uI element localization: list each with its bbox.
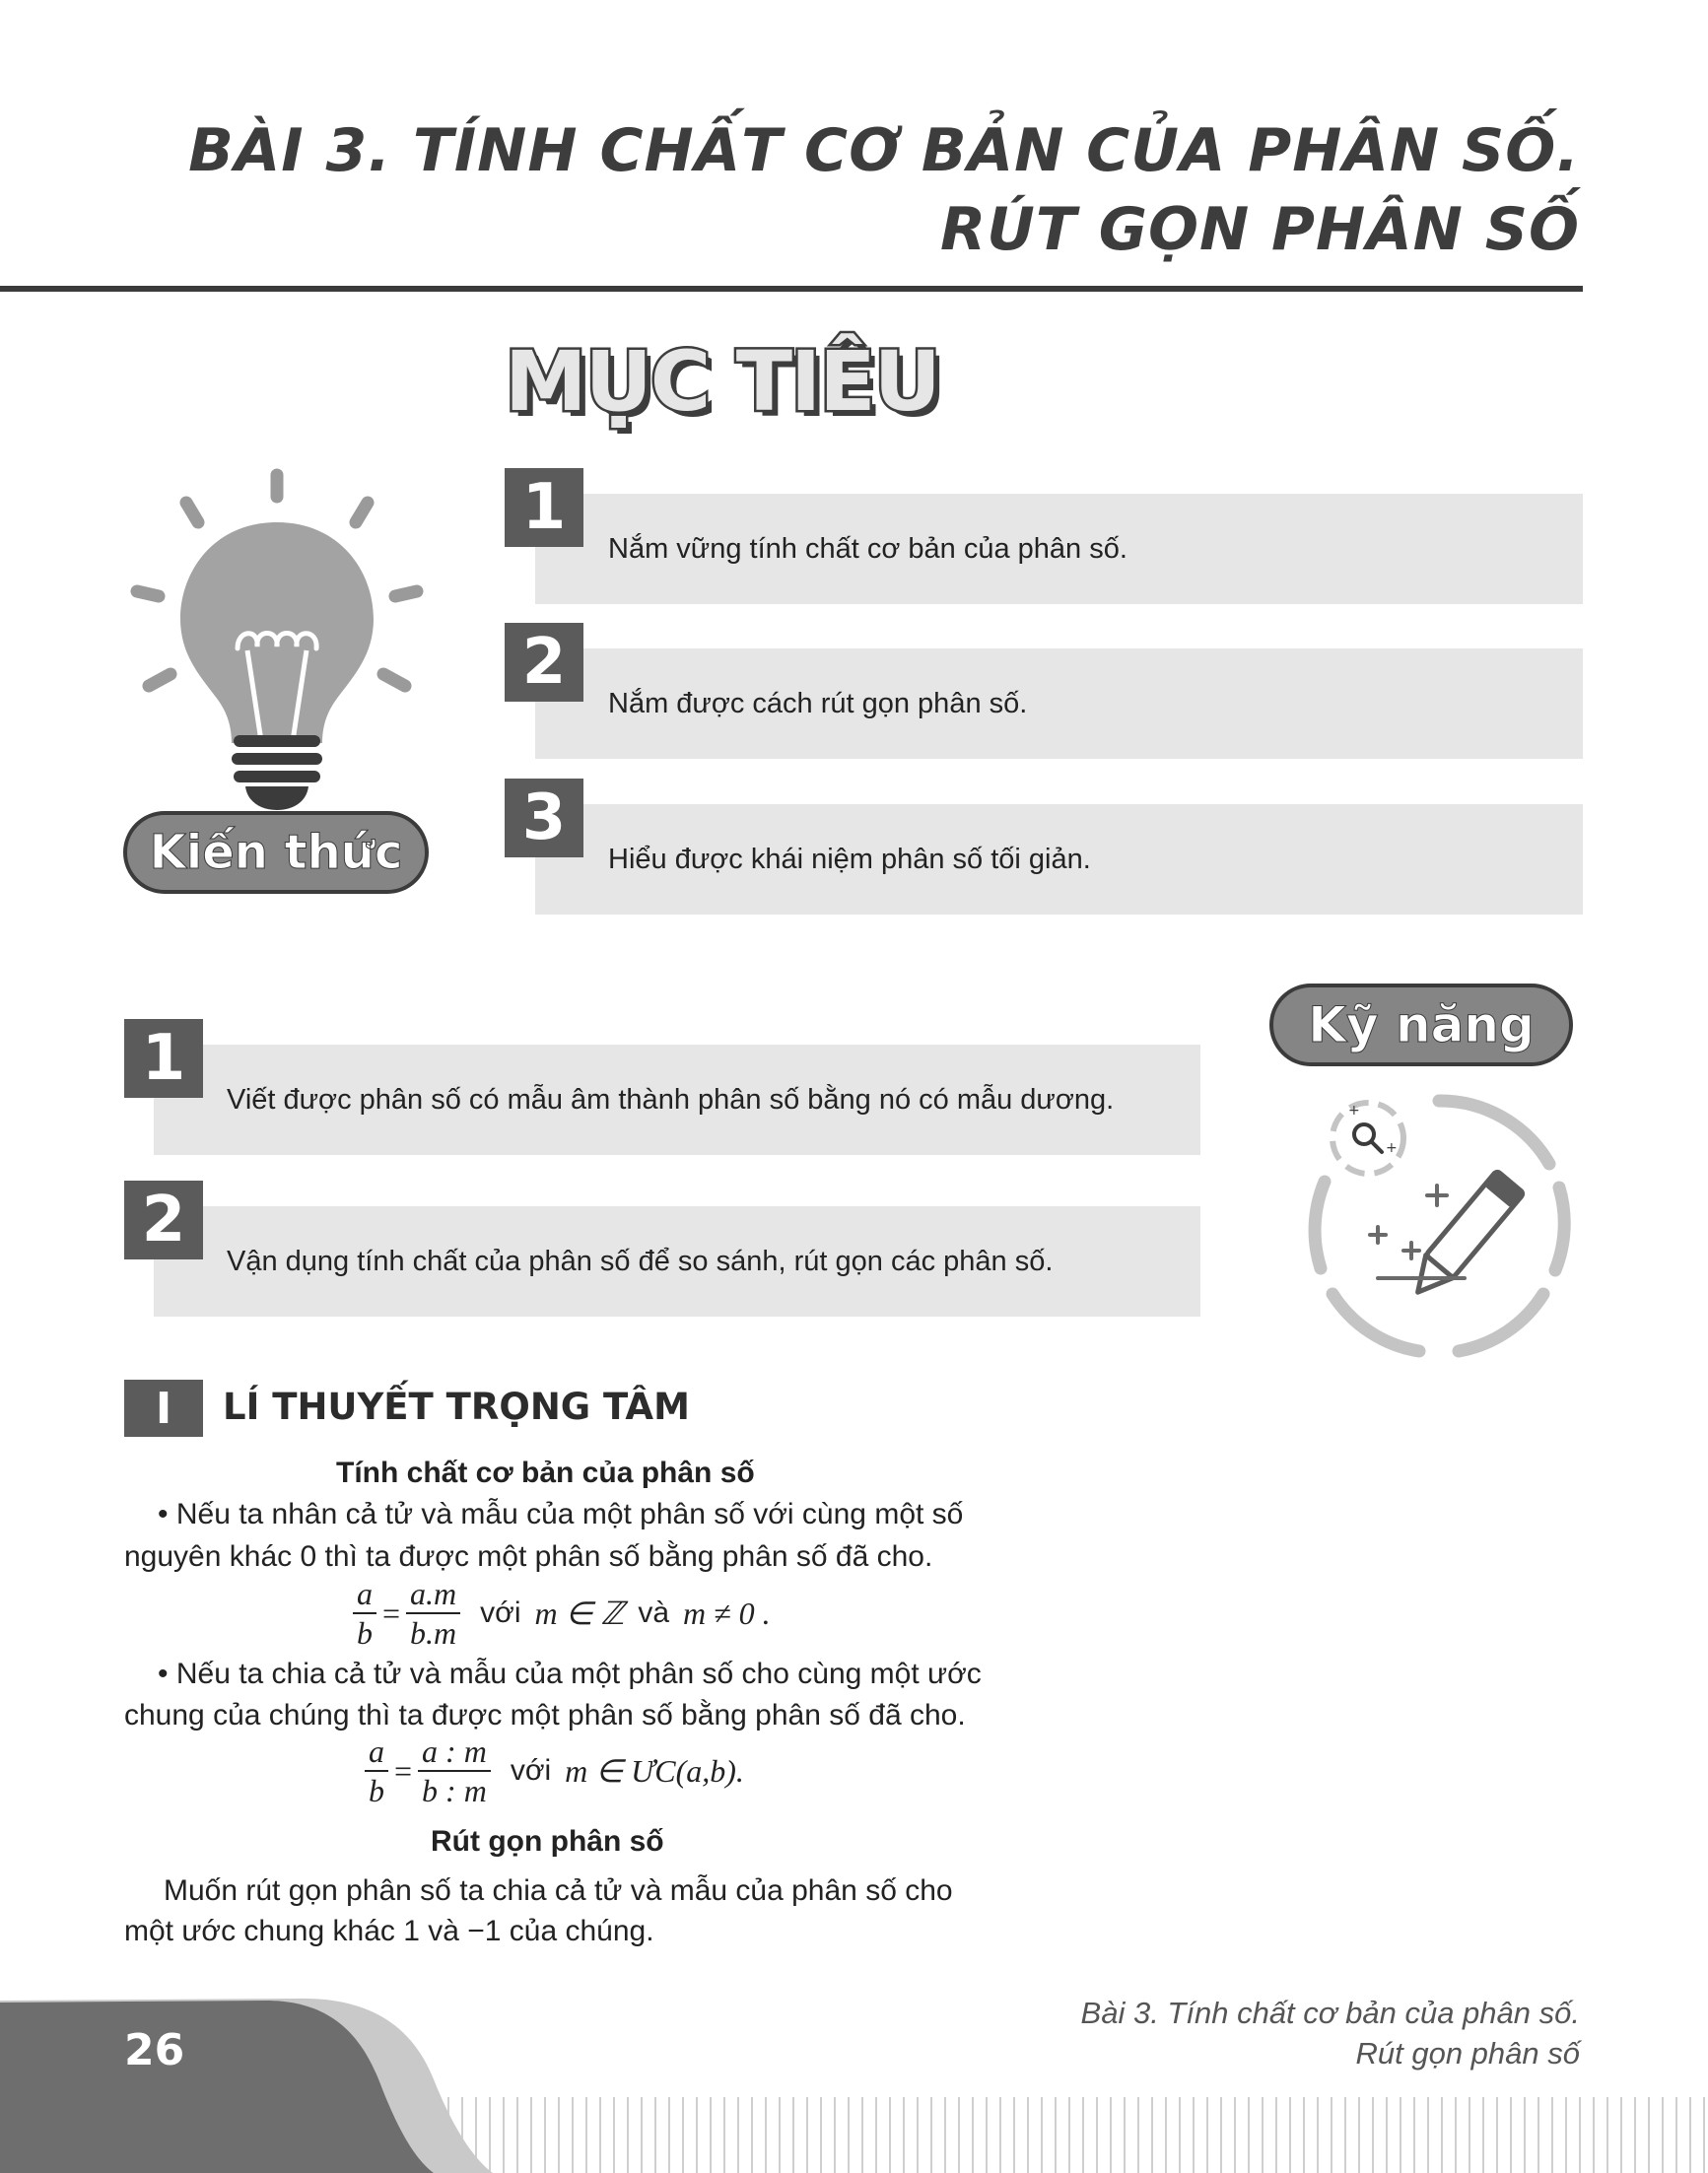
running-title-line1: Bài 3. Tính chất cơ bản của phân số. — [1080, 1996, 1580, 2030]
fraction-denominator: b — [369, 1773, 384, 1808]
bullet1-line1: • Nếu ta nhân cả tử và mẫu của một phân số với cùng một số — [158, 1498, 964, 1530]
objectives-banner: MỤC TIÊU — [505, 333, 939, 430]
fraction-numerator: a.m — [406, 1575, 460, 1614]
fraction-numerator: a — [353, 1575, 376, 1614]
fraction-a-over-b — [353, 1575, 376, 1652]
condition-nonzero: m ≠ 0 . — [683, 1595, 771, 1631]
running-title-line2: Rút gọn phân số — [1355, 2036, 1580, 2071]
knowledge-item-2-text: Nắm được cách rút gọn phân số. — [608, 687, 1028, 719]
skill-item-2-number: 2 — [124, 1181, 203, 1259]
skills-label: Kỹ năng — [1269, 984, 1573, 1066]
fraction-numerator: a : m — [418, 1732, 491, 1772]
bullet1-line2: nguyên khác 0 thì ta được một phân số bằng phân số đã cho. — [124, 1540, 933, 1573]
formula-divide — [359, 1732, 744, 1809]
page-title-line1: BÀI 3. TÍNH CHẤT CƠ BẢN CỦA PHÂN SỐ. — [188, 116, 1580, 185]
knowledge-item-1 — [535, 494, 1583, 604]
lightbulb-icon — [123, 463, 439, 818]
fraction-denominator: b : m — [422, 1773, 487, 1808]
simplify-line2: một ước chung khác 1 và −1 của chúng. — [124, 1915, 654, 1947]
knowledge-item-3 — [535, 804, 1583, 915]
equals-sign: = — [394, 1752, 413, 1789]
title-divider — [0, 286, 1583, 292]
condition-word: với — [480, 1596, 521, 1629]
condition-integer: m ∈ ℤ — [534, 1596, 625, 1631]
knowledge-item-2-number: 2 — [505, 623, 583, 702]
equals-sign: = — [382, 1595, 401, 1631]
fraction-numerator: a — [365, 1732, 388, 1772]
fraction-adivm-over-bdivm — [418, 1732, 491, 1809]
formula-multiply — [347, 1575, 771, 1652]
section-title: LÍ THUYẾT TRỌNG TÂM — [223, 1386, 690, 1428]
knowledge-item-1-text: Nắm vững tính chất cơ bản của phân số. — [608, 532, 1127, 565]
knowledge-item-3-number: 3 — [505, 779, 583, 857]
svg-text:+: + — [1348, 1103, 1360, 1119]
skill-item-2 — [154, 1206, 1200, 1317]
subheading-simplify: Rút gọn phân số — [431, 1825, 664, 1858]
bullet2-line1: • Nếu ta chia cả tử và mẫu của một phân số cho cùng một ước — [158, 1658, 982, 1690]
knowledge-item-3-text: Hiểu được khái niệm phân số tối giản. — [608, 843, 1091, 875]
condition-common-divisor: m ∈ ƯC(a,b). — [565, 1753, 744, 1789]
fraction-denominator: b — [357, 1615, 373, 1651]
pencil-icon — [1291, 1079, 1587, 1375]
and-word: và — [638, 1596, 669, 1629]
bullet2-line2: chung của chúng thì ta được một phân số bằng phân số đã cho. — [124, 1699, 966, 1732]
skill-item-1-text: Viết được phân số có mẫu âm thành phân số bằng nó có mẫu dương. — [227, 1083, 1115, 1116]
skill-item-1-number: 1 — [124, 1019, 203, 1098]
page-number: 26 — [124, 2025, 185, 2075]
section-number: I — [124, 1380, 203, 1437]
fraction-denominator: b.m — [410, 1615, 457, 1651]
knowledge-label: Kiến thức — [123, 811, 429, 894]
knowledge-item-2 — [535, 648, 1583, 759]
svg-text:+: + — [1386, 1140, 1398, 1156]
condition-word: với — [510, 1754, 552, 1787]
page-title-line2: RÚT GỌN PHÂN SỐ — [939, 195, 1580, 264]
simplify-line1: Muốn rút gọn phân số ta chia cả tử và mẫu của phân số cho — [164, 1874, 953, 1907]
fraction-am-over-bm — [406, 1575, 460, 1652]
subheading-basic-property: Tính chất cơ bản của phân số — [336, 1457, 755, 1489]
knowledge-item-1-number: 1 — [505, 468, 583, 547]
skill-item-1 — [154, 1045, 1200, 1155]
skill-item-2-text: Vận dụng tính chất của phân số để so sánh, rút gọn các phân số. — [227, 1245, 1054, 1277]
fraction-a-over-b — [365, 1732, 388, 1809]
